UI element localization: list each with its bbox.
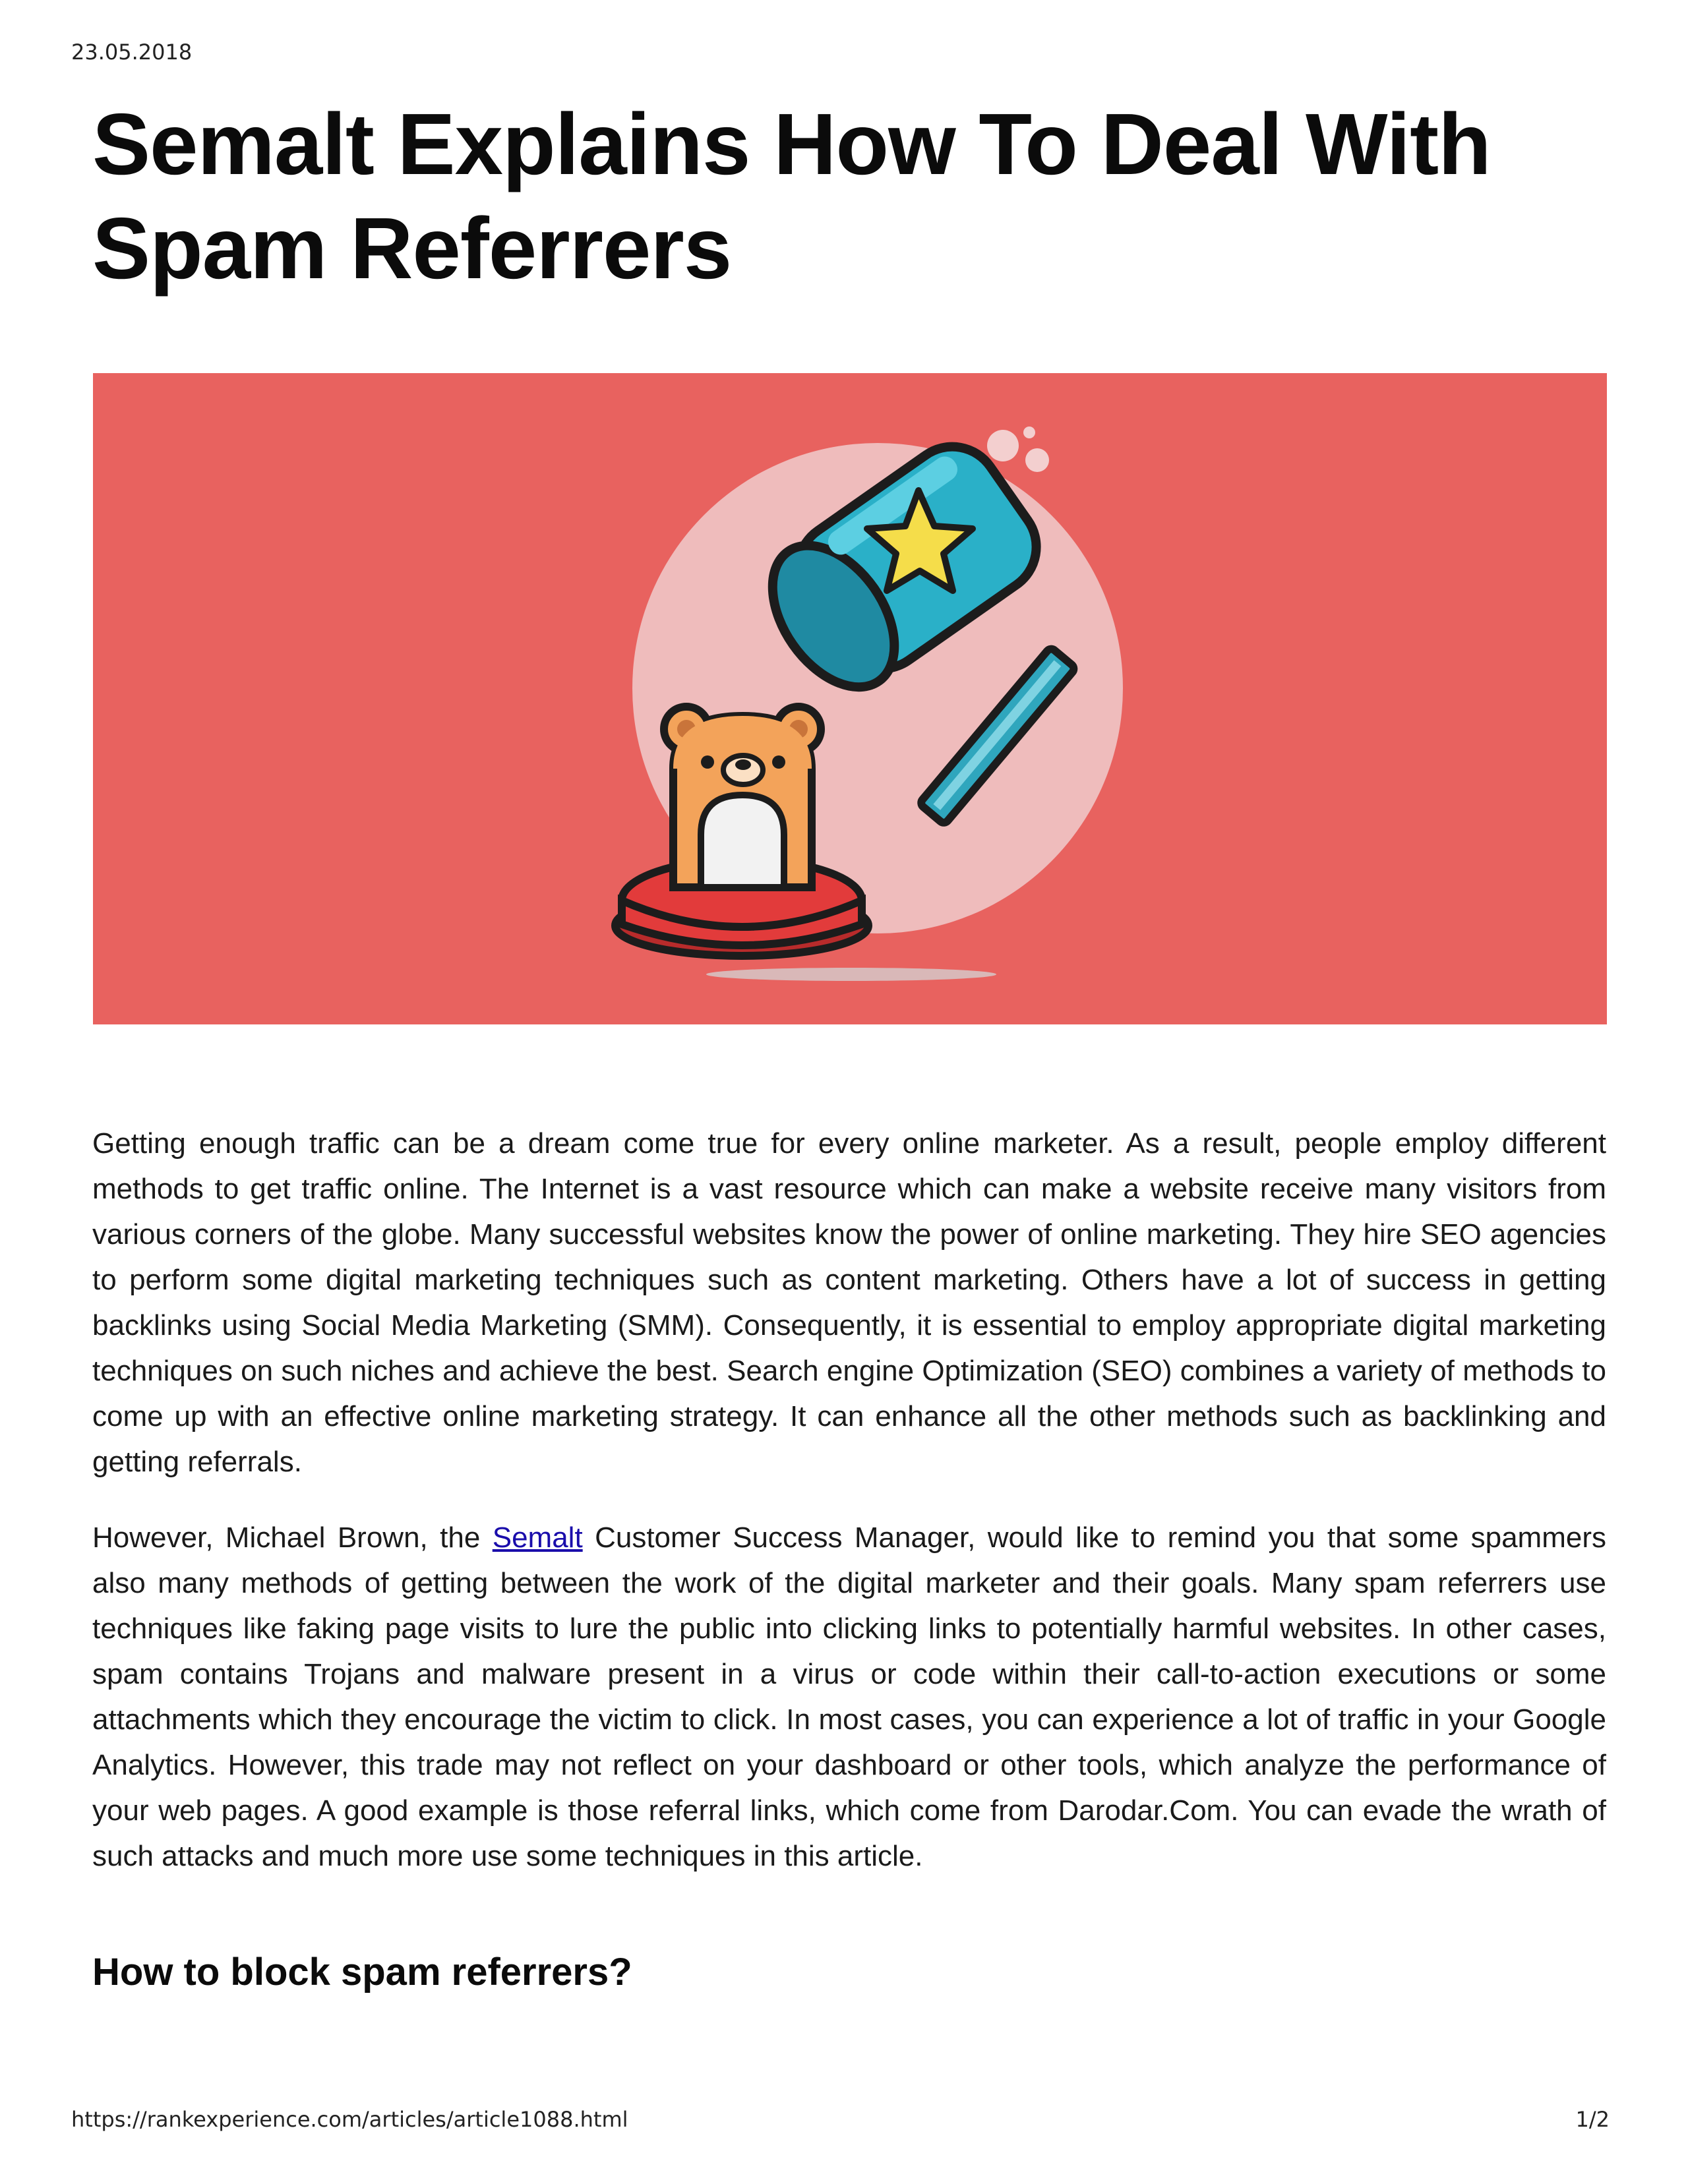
whack-a-mole-hammer-icon: [93, 373, 1607, 1024]
paragraph-2-intro: However, Michael Brown, the: [92, 1521, 493, 1554]
paragraph-2-rest: Customer Success Manager, would like to remind you that some spammers also many methods of getting between the work of the digital marketer and their goals. Many spam referrers use techniques like faking page visits to lure the public into clicking links to potentially harmful websites. In other cases, spam contains Trojans and malware present in a virus or code within their call-to-action executions or some attachments which they encourage the victim to click. In most cases, you can experience a lot of traffic in your Google Analytics. However, this trade may not reflect on your dashboard or other tools, which analyze the performance of your web pages. A good example is those referral links, which come from Darodar.Com. You can evade the wrath of such attacks and much more use some techniques in this article.: [92, 1521, 1606, 1872]
footer-url: https://rankexperience.com/articles/article1088.html: [71, 2107, 628, 2132]
article-title: Semalt Explains How To Deal With Spam Referrers: [92, 96, 1491, 297]
print-date: 23.05.2018: [71, 40, 193, 65]
semalt-link[interactable]: Semalt: [492, 1521, 583, 1554]
paragraph-1: Getting enough traffic can be a dream come true for every online marketer. As a result, people employ different methods to get traffic online. The Internet is a vast resource which can make a website receive many visitors from various corners of the globe. Many successful websites know the power of online marketing. They hire SEO agencies to perform some digital marketing techniques such as content marketing. Others have a lot of success in getting backlinks using Social Media Marketing (SMM). Consequently, it is essential to employ appropriate digital marketing techniques on such niches and achieve the best. Search engine Optimization (SEO) combines a variety of methods to come up with an effective online marketing strategy. It can enhance all the other methods such as backlinking and getting referrals.: [92, 1127, 1606, 1478]
hero-image: [93, 373, 1607, 1024]
article-body: [92, 1121, 1606, 1909]
paragraph-2: [92, 1515, 1606, 1879]
section-heading: How to block spam referrers?: [92, 1951, 632, 1993]
page-number: 1/2: [1575, 2107, 1610, 2132]
